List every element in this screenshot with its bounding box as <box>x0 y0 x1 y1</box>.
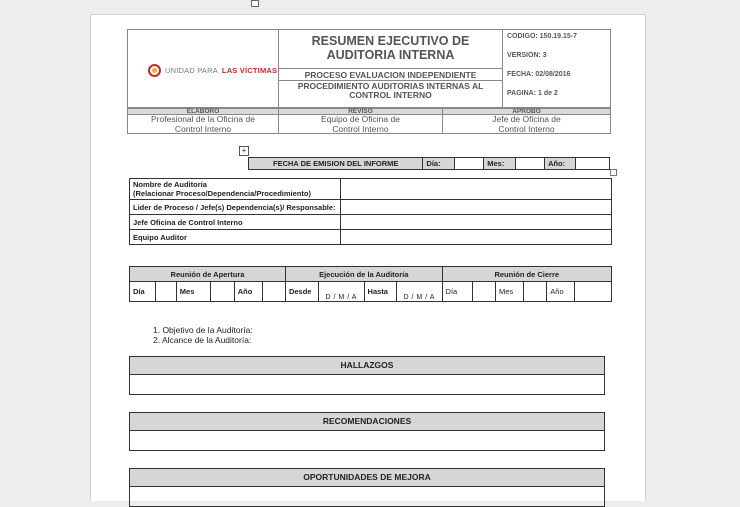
objectives-list <box>153 325 253 345</box>
elaboro-value: Profesional de la Oficina de Control Interno <box>127 114 279 134</box>
aprobo-label: APROBO <box>442 108 611 115</box>
hallazgos-header: HALLAZGOS <box>130 357 604 375</box>
cierre-dia-label: Día <box>442 282 472 302</box>
alcance-item: 2. Alcance de la Auditoría: <box>153 335 252 345</box>
objetivo-item: 1. Objetivo de la Auditoría: <box>153 325 253 335</box>
hasta-format-hint: D / M / A <box>403 294 435 301</box>
procedure-name: PROCEDIMIENTO AUDITORIAS INTERNAS AL CONTROL INTERNO <box>279 80 502 108</box>
fecha-emision-table <box>248 157 610 170</box>
cierre-mes-label: Mes <box>496 282 524 302</box>
emblem-icon <box>148 64 161 77</box>
document-page <box>90 14 646 501</box>
hasta-label: Hasta <box>364 282 396 302</box>
lider-proceso-input[interactable] <box>341 200 612 215</box>
dia-label: Día: <box>423 158 454 170</box>
document-title: RESUMEN EJECUTIVO DE AUDITORIA INTERNA <box>311 34 470 62</box>
ano-input[interactable] <box>576 158 610 170</box>
mes-input[interactable] <box>515 158 544 170</box>
hasta-input[interactable] <box>396 282 442 302</box>
apertura-header: Reunión de Apertura <box>130 267 286 282</box>
codigo: CODIGO: 150.19.15-7 <box>507 33 578 40</box>
recomendaciones-section <box>129 412 605 451</box>
reviso-value: Equipo de Oficina de Control Interno <box>278 114 443 134</box>
oportunidades-header: OPORTUNIDADES DE MEJORA <box>130 469 604 487</box>
apertura-dia-label: Día <box>130 282 156 302</box>
ano-label: Año: <box>545 158 576 170</box>
process-name: PROCESO EVALUACION INDEPENDIENTE <box>279 68 502 80</box>
lider-proceso-label: Lider de Proceso / Jefe(s) Dependencia(s)/ Responsable: <box>130 200 341 215</box>
cierre-header: Reunión de Cierre <box>442 267 611 282</box>
fecha-doc: FECHA: 02/08/2016 <box>507 71 571 78</box>
desde-label: Desde <box>285 282 318 302</box>
equipo-auditor-label: Equipo Auditor <box>130 230 341 245</box>
cierre-mes-input[interactable] <box>523 282 546 302</box>
apertura-ano-label: Año <box>234 282 262 302</box>
apertura-ano-input[interactable] <box>262 282 285 302</box>
resize-handle[interactable] <box>251 0 259 7</box>
ejecucion-header: Ejecución de la Auditoría <box>285 267 442 282</box>
logo-cell <box>127 29 279 108</box>
apertura-dia-input[interactable] <box>155 282 176 302</box>
unidad-victimas-logo <box>148 64 277 77</box>
cierre-ano-input[interactable] <box>575 282 612 302</box>
meeting-dates-table <box>129 266 612 302</box>
hallazgos-section <box>129 356 605 395</box>
equipo-auditor-input[interactable] <box>341 230 612 245</box>
recomendaciones-input[interactable] <box>130 431 604 450</box>
dia-input[interactable] <box>454 158 483 170</box>
nombre-auditoria-label <box>130 179 341 200</box>
audit-info-table <box>129 178 612 245</box>
table-resize-handle[interactable] <box>610 169 617 176</box>
logo-text-accent: LAS VÍCTIMAS <box>221 66 278 75</box>
hallazgos-input[interactable] <box>130 375 604 394</box>
reviso-label: REVISO <box>278 108 443 115</box>
logo-text: UNIDAD PARA <box>165 66 218 75</box>
desde-format-hint: D / M / A <box>325 294 357 301</box>
cierre-ano-label: Año <box>547 282 575 302</box>
jefe-oficina-input[interactable] <box>341 215 612 230</box>
cierre-dia-input[interactable] <box>472 282 495 302</box>
oportunidades-input[interactable] <box>130 487 604 506</box>
version: VERSION: 3 <box>507 52 547 59</box>
fecha-emision-label: FECHA DE EMISION DEL INFORME <box>249 158 423 170</box>
nombre-auditoria-input[interactable] <box>341 179 612 200</box>
desde-input[interactable] <box>318 282 364 302</box>
table-move-icon[interactable]: + <box>239 146 249 156</box>
oportunidades-section <box>129 468 605 507</box>
elaboro-label: ELABORO <box>127 108 279 115</box>
apertura-mes-label: Mes <box>176 282 211 302</box>
recomendaciones-header: RECOMENDACIONES <box>130 413 604 431</box>
meta-cell <box>502 29 611 108</box>
jefe-oficina-label: Jefe Oficina de Control Interno <box>130 215 341 230</box>
title-cell <box>278 29 503 108</box>
mes-label: Mes: <box>484 158 515 170</box>
nombre-label-2: (Relacionar Proceso/Dependencia/Procedimiento) <box>133 189 311 198</box>
pagina: PAGINA: 1 de 2 <box>507 90 558 97</box>
aprobo-value: Jefe de Oficina de Control Interno <box>442 114 611 134</box>
apertura-mes-input[interactable] <box>211 282 234 302</box>
nombre-label-1: Nombre de Auditoría <box>133 180 207 189</box>
